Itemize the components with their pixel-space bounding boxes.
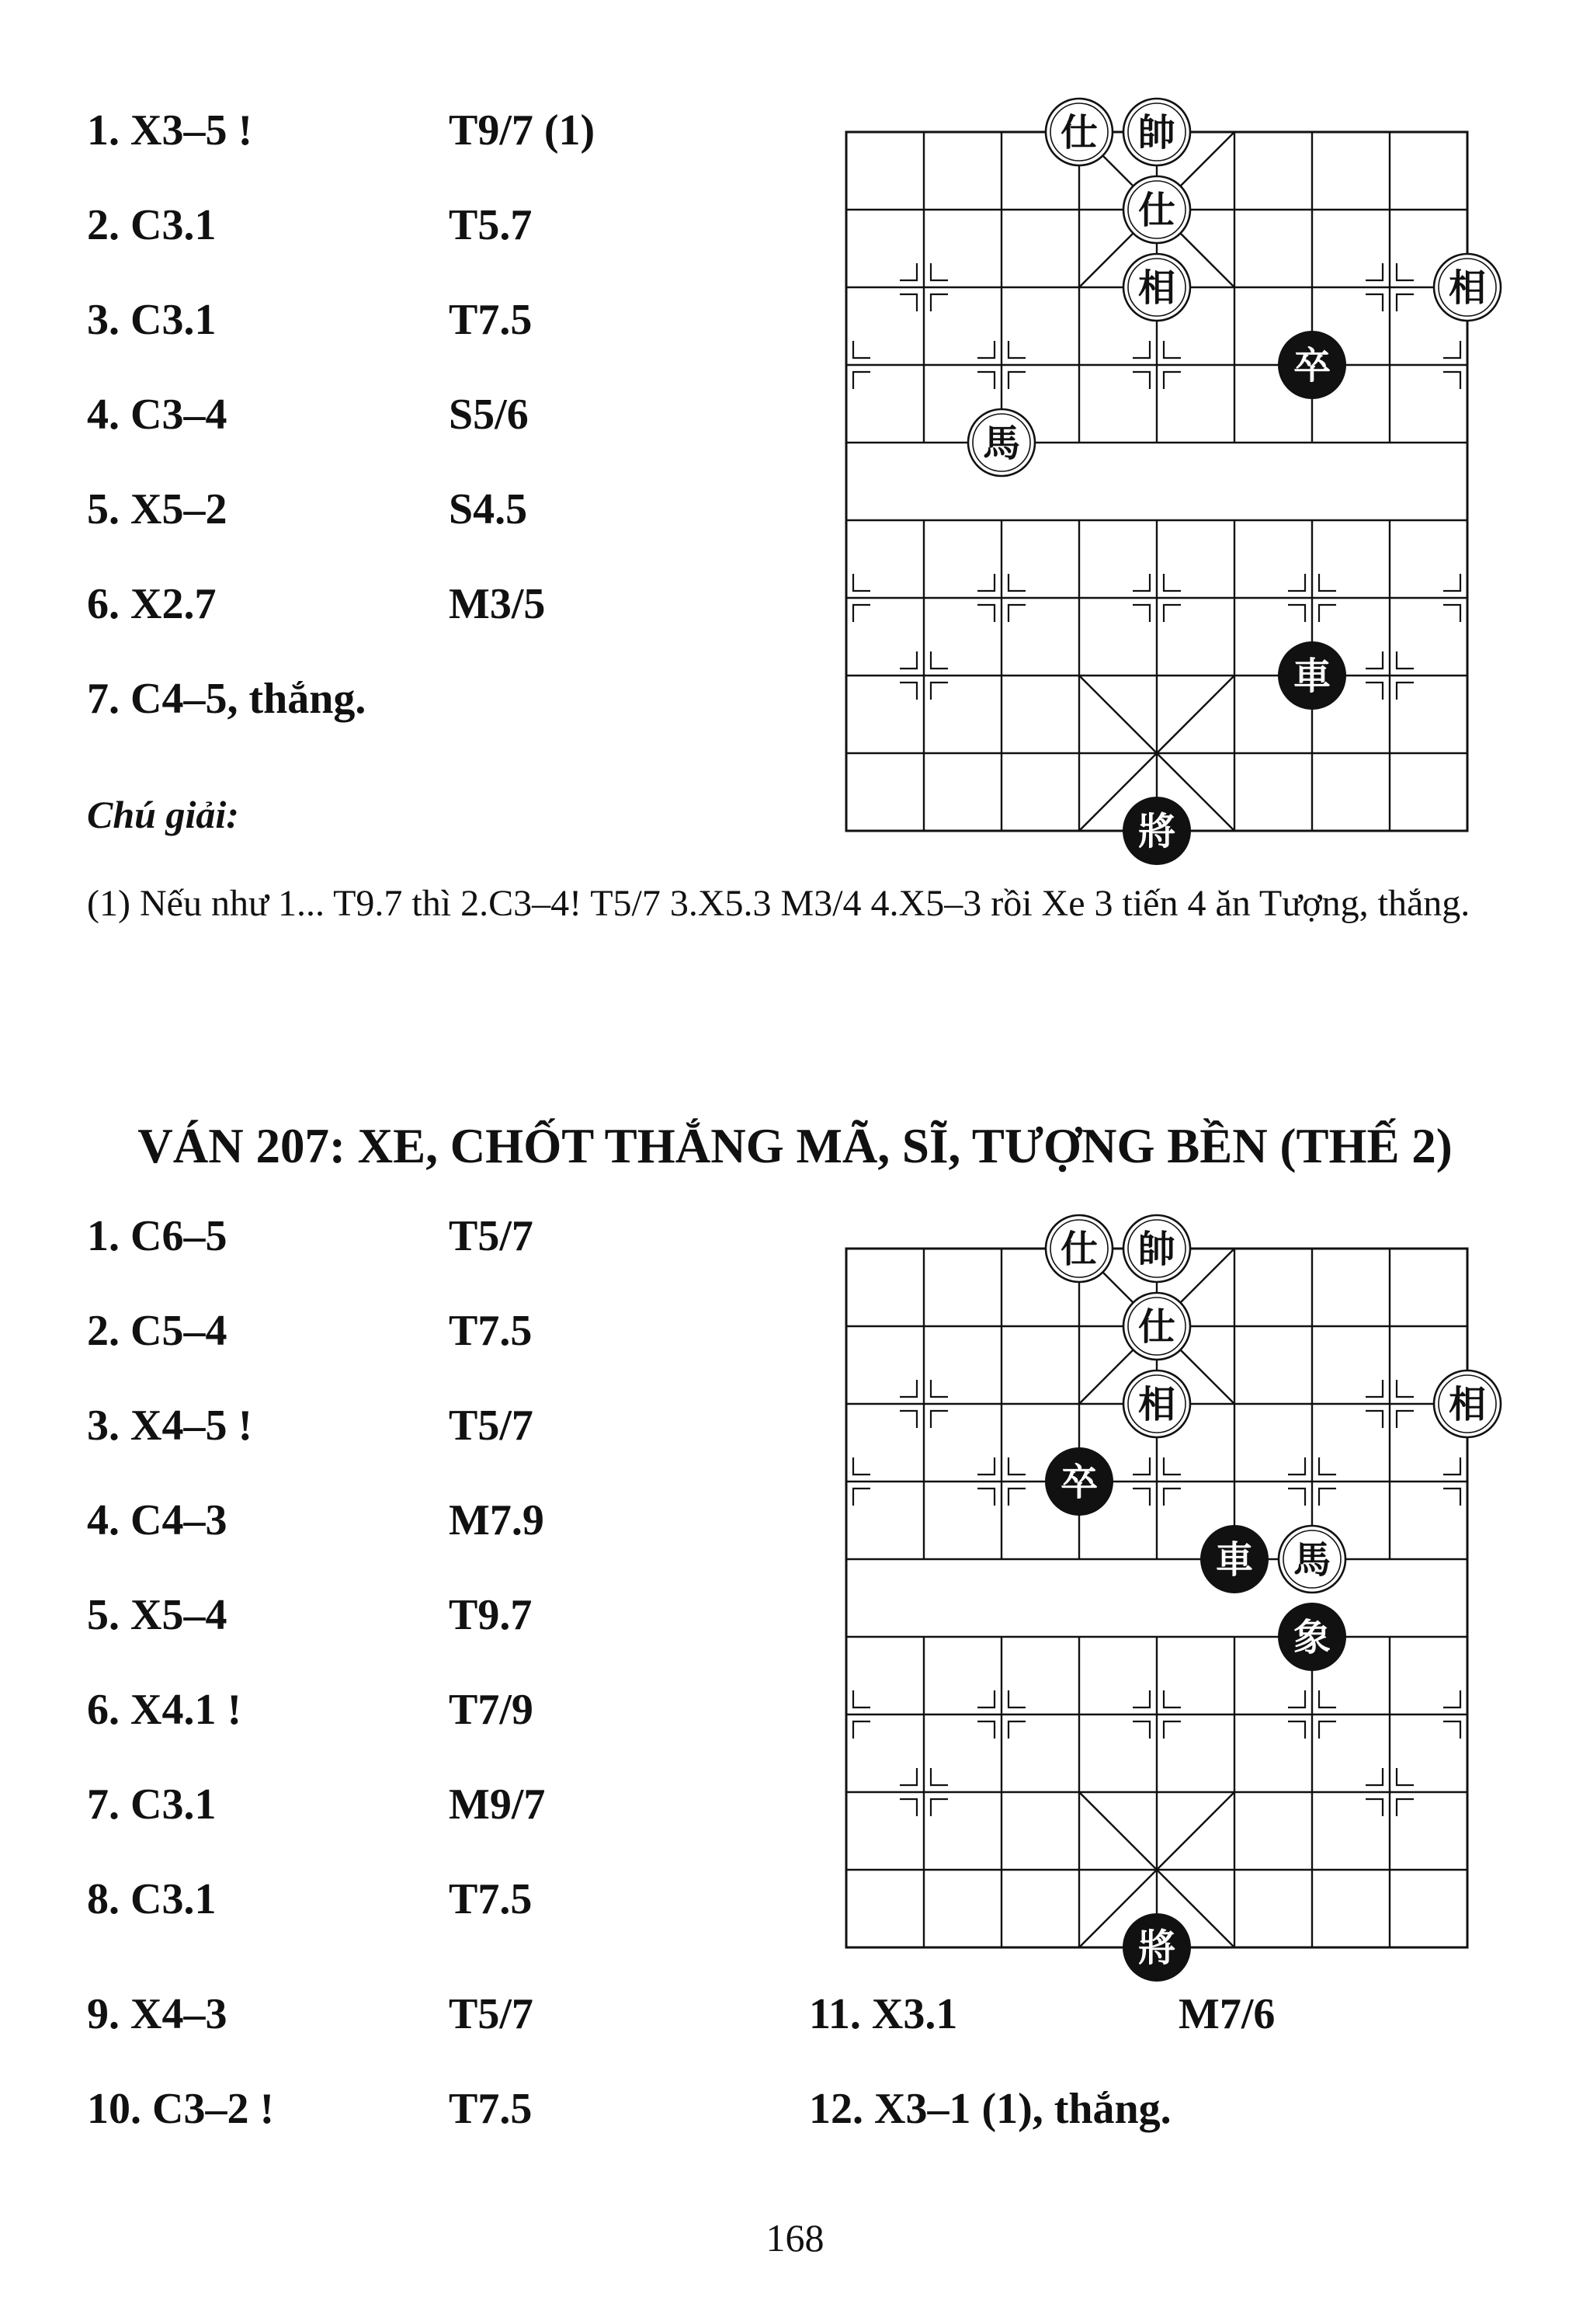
game2-move-6-black: T7/9 xyxy=(449,1686,533,1734)
board2-piece-red-7 xyxy=(1279,1526,1345,1593)
board2-piece-black-5 xyxy=(1046,1448,1113,1515)
game2-move-7-red: 7. C3.1 xyxy=(87,1780,217,1829)
game2-move-12-red: 12. X3–1 (1), thắng. xyxy=(809,2085,1172,2133)
game1-move-5-black: S4.5 xyxy=(449,485,528,533)
board1-piece-black-5 xyxy=(1279,332,1345,398)
game2-move-10-black: T7.5 xyxy=(449,2085,533,2133)
board2-piece-red-2 xyxy=(1123,1293,1190,1360)
board2-piece-red-3 xyxy=(1123,1370,1190,1437)
game2-move-2-black: T7.5 xyxy=(449,1307,533,1355)
game2-move-6-red: 6. X4.1 ! xyxy=(87,1686,242,1734)
game1-move-4-red: 4. C3–4 xyxy=(87,391,227,439)
board1-piece-black-8 xyxy=(1123,797,1190,864)
game2-move-9-black: T5/7 xyxy=(449,1990,533,2038)
board1-piece-label-6: 馬 xyxy=(982,422,1021,465)
board1-piece-label-1: 帥 xyxy=(1137,111,1176,155)
board1-piece-black-7 xyxy=(1279,642,1345,709)
game2-move-11-red: 11. X3.1 xyxy=(809,1990,958,2038)
game1-move-4-black: S5/6 xyxy=(449,391,529,439)
game1-move-6-black: M3/5 xyxy=(449,580,546,628)
board1-piece-red-4 xyxy=(1434,254,1501,321)
game1-move-3-red: 3. C3.1 xyxy=(87,296,217,344)
game2-move-5-red: 5. X5–4 xyxy=(87,1591,227,1639)
game2-move-4-red: 4. C4–3 xyxy=(87,1496,227,1544)
board1-piece-label-5: 卒 xyxy=(1293,344,1331,387)
board1-piece-label-3: 相 xyxy=(1137,266,1176,310)
game2-move-10-red: 10. C3–2 ! xyxy=(87,2085,275,2133)
game2-move-2-red: 2. C5–4 xyxy=(87,1307,227,1355)
game1-move-7-red: 7. C4–5, thắng. xyxy=(87,675,366,723)
board2-piece-label-1: 帥 xyxy=(1137,1228,1176,1271)
board2-piece-label-2: 仕 xyxy=(1137,1305,1176,1349)
board2-piece-label-9: 將 xyxy=(1137,1926,1176,1970)
board2-piece-label-8: 象 xyxy=(1293,1616,1331,1659)
game2-move-5-black: T9.7 xyxy=(449,1591,533,1639)
game2-move-7-black: M9/7 xyxy=(449,1780,546,1829)
board2-piece-black-6 xyxy=(1201,1526,1268,1593)
board1-piece-label-8: 將 xyxy=(1137,810,1176,853)
board1-piece-red-6 xyxy=(968,409,1035,476)
board2-piece-label-4: 相 xyxy=(1448,1383,1487,1426)
game1-move-2-red: 2. C3.1 xyxy=(87,201,217,249)
board1-piece-label-4: 相 xyxy=(1448,266,1487,310)
game2-move-8-black: T7.5 xyxy=(449,1875,533,1923)
board2-piece-red-1 xyxy=(1123,1215,1190,1282)
game2-move-9-red: 9. X4–3 xyxy=(87,1990,227,2038)
board2-piece-red-0 xyxy=(1046,1215,1113,1282)
board2-piece-label-5: 卒 xyxy=(1060,1461,1099,1504)
game1-move-6-red: 6. X2.7 xyxy=(87,580,217,628)
game2-move-1-black: T5/7 xyxy=(449,1212,533,1260)
game1-move-3-black: T7.5 xyxy=(449,296,533,344)
board2-piece-black-8 xyxy=(1279,1603,1345,1670)
game1-move-2-black: T5.7 xyxy=(449,201,533,249)
board2-piece-label-0: 仕 xyxy=(1060,1228,1099,1271)
game2-move-3-black: T5/7 xyxy=(449,1402,533,1450)
game2-move-1-red: 1. C6–5 xyxy=(87,1212,227,1260)
board2-piece-black-9 xyxy=(1123,1914,1190,1981)
game2-move-4-black: M7.9 xyxy=(449,1496,544,1544)
board2-piece-label-7: 馬 xyxy=(1293,1538,1331,1582)
board1-piece-label-7: 車 xyxy=(1293,655,1331,698)
board1-piece-red-2 xyxy=(1123,176,1190,243)
game2-move-11-black: M7/6 xyxy=(1179,1990,1276,2038)
note-text: (1) Nếu như 1... T9.7 thì 2.C3–4! T5/7 3.X5.3 M3/4 4.X5–3 rồi Xe 3 tiến 4 ăn Tượng, thắng. xyxy=(87,883,1470,924)
game2-move-3-red: 3. X4–5 ! xyxy=(87,1402,253,1450)
game1-move-5-red: 5. X5–2 xyxy=(87,485,227,533)
board1-piece-label-0: 仕 xyxy=(1060,111,1099,155)
board2-piece-label-3: 相 xyxy=(1137,1383,1176,1426)
xiangqi-board-1 xyxy=(823,78,1522,932)
board1-piece-red-0 xyxy=(1046,99,1113,165)
page-number: 168 xyxy=(765,2216,825,2260)
game1-move-1-black: T9/7 (1) xyxy=(449,106,595,155)
section-title: VÁN 207: XE, CHỐT THẮNG MÃ, SĨ, TƯỢNG BỀN (THẾ 2) xyxy=(137,1119,1453,1173)
board2-piece-red-4 xyxy=(1434,1370,1501,1437)
game1-move-1-red: 1. X3–5 ! xyxy=(87,106,253,155)
board1-piece-red-3 xyxy=(1123,254,1190,321)
board2-piece-label-6: 車 xyxy=(1215,1538,1254,1582)
board1-piece-red-1 xyxy=(1123,99,1190,165)
board1-piece-label-2: 仕 xyxy=(1137,189,1176,232)
xiangqi-board-2 xyxy=(823,1194,1522,2048)
note-heading: Chú giải: xyxy=(87,793,239,836)
game2-move-8-red: 8. C3.1 xyxy=(87,1875,217,1923)
